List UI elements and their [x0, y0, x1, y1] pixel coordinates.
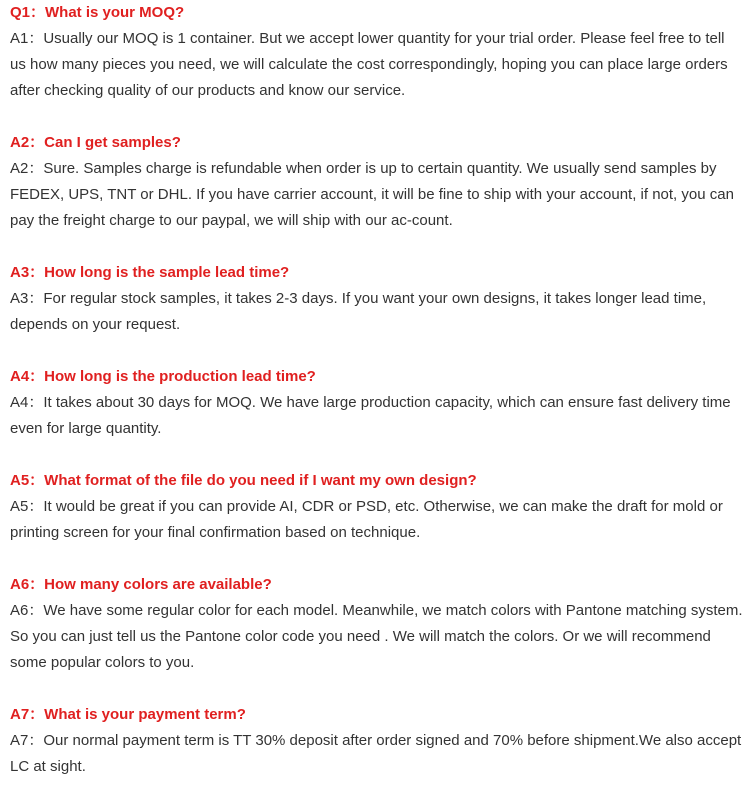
- faq-question: A3：How long is the sample lead time?: [10, 264, 290, 281]
- faq-answer: A3：For regular stock samples, it takes 2-3 days. If you want your own designs, it takes longer lead time, depends on your request.: [10, 290, 707, 333]
- faq-item-4: [10, 364, 743, 442]
- faq-item-3: [10, 260, 743, 338]
- faq-answer: A6：We have some regular color for each model. Meanwhile, we match colors with Pantone matching system. So you can just tell us the Pantone color code you need . We will match the colors. Or we will recommend some popular colors to you.: [10, 602, 743, 671]
- faq-item-6: [10, 572, 743, 676]
- faq-question: A6：How many colors are available?: [10, 576, 272, 593]
- faq-answer: A7：Our normal payment term is TT 30% deposit after order signed and 70% before shipment.We also accept LC at sight.: [10, 732, 742, 775]
- faq-question: A2：Can I get samples?: [10, 134, 181, 151]
- faq-question: Q1：What is your MOQ?: [10, 4, 185, 21]
- faq-question: A4：How long is the production lead time?: [10, 368, 316, 385]
- faq-answer: A1：Usually our MOQ is 1 container. But we accept lower quantity for your trial order. Please feel free to tell us how many pieces you need, we will calculate the cost correspondingly, hoping you can place large orders after checking quality of our products and know our service.: [10, 30, 728, 99]
- faq-question: A7：What is your payment term?: [10, 706, 246, 723]
- faq-item-7: [10, 702, 743, 780]
- faq-item-5: [10, 468, 743, 546]
- faq-item-1: [10, 0, 743, 104]
- faq-item-2: [10, 130, 743, 234]
- faq-question: A5：What format of the file do you need if I want my own design?: [10, 472, 477, 489]
- faq-answer: A2：Sure. Samples charge is refundable when order is up to certain quantity. We usually send samples by FEDEX, UPS, TNT or DHL. If you have carrier account, it will be fine to ship with your account, if not, you can pay the freight charge to our paypal, we will ship with our ac-count.: [10, 160, 734, 229]
- faq-answer: A5：It would be great if you can provide AI, CDR or PSD, etc. Otherwise, we can make the draft for mold or printing screen for your final confirmation based on technique.: [10, 498, 723, 541]
- faq-answer: A4：It takes about 30 days for MOQ. We have large production capacity, which can ensure fast delivery time even for large quantity.: [10, 394, 731, 437]
